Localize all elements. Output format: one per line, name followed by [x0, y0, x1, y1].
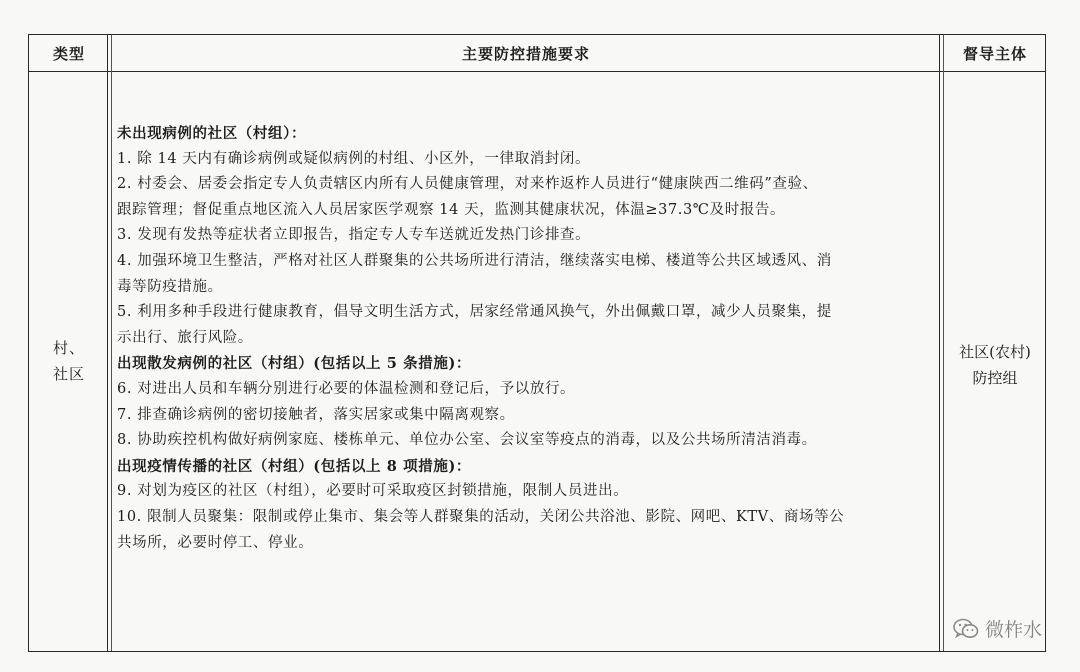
- watermark-text: 微柞水: [984, 619, 1042, 641]
- measure-line: 7. 排查确诊病例的密切接触者，落实居家或集中隔离观察。: [117, 406, 515, 423]
- measure-line: 6. 对进出人员和车辆分别进行必要的体温检测和登记后，予以放行。: [117, 380, 576, 397]
- measure-line: 共场所，必要时停工、停业。: [117, 534, 314, 551]
- section-heading: 出现散发病例的社区（村组）(包括以上 5 条措施)：: [117, 355, 472, 373]
- supervisor-line-1: 社区(农村): [959, 343, 1031, 361]
- measure-line: 9. 对划为疫区的社区（村组），必要时可采取疫区封锁措施，限制人员进出。: [117, 483, 629, 500]
- type-line-2: 社区: [52, 365, 85, 383]
- header-supervisor: 督导主体: [962, 44, 1027, 63]
- type-cell: [29, 335, 109, 387]
- measure-line: 10. 限制人员聚集：限制或停止集市、集会等人群聚集的活动，关闭公共浴池、影院、网吧、KTV、商场等公: [117, 508, 845, 525]
- watermark: [953, 615, 1042, 642]
- measure-line: 3. 发现有发热等症状者立即报告，指定专人专车送就近发热门诊排查。: [117, 227, 591, 244]
- header-divider: [29, 71, 1045, 72]
- requirements-content: [117, 121, 935, 556]
- measure-line: 4. 加强环境卫生整洁，严格对社区人群聚集的公共场所进行清洁，继续落实电梯、楼道等公共区域透风、消: [117, 252, 832, 269]
- measure-line: 1. 除 14 天内有确诊病例或疑似病例的村组、小区外，一律取消封闭。: [117, 150, 591, 167]
- header-requirements: 主要防控措施要求: [461, 44, 590, 63]
- section-heading: 未出现病例的社区（村组）：: [117, 125, 307, 142]
- wechat-icon: [953, 618, 979, 640]
- type-line-1: 村、: [52, 339, 85, 357]
- header-type: 类型: [52, 44, 85, 63]
- measure-line: 示出行、旅行风险。: [117, 329, 253, 346]
- measure-line: 8. 协助疾控机构做好病例家庭、楼栋单元、单位办公室、会议室等疫点的消毒，以及公共场所清洁消毒。: [117, 432, 817, 449]
- supervisor-cell: [943, 339, 1047, 391]
- column-divider-right: [939, 35, 940, 651]
- supervisor-line-2: 防控组: [972, 369, 1018, 387]
- measure-line: 5. 利用多种手段进行健康教育，倡导文明生活方式，居家经常通风换气，外出佩戴口罩，减少人员聚集，提: [117, 304, 832, 321]
- measure-line: 跟踪管理；督促重点地区流入人员居家医学观察 14 天，监测其健康状况，体温≥37.3℃及时报告。: [117, 201, 786, 218]
- measures-table: [28, 34, 1046, 652]
- measure-line: 2. 村委会、居委会指定专人负责辖区内所有人员健康管理，对来柞返柞人员进行“健康陕西二维码”查验、: [117, 176, 818, 193]
- measure-line: 毒等防疫措施。: [117, 278, 223, 295]
- section-heading: 出现疫情传播的社区（村组）(包括以上 8 项措施)：: [117, 457, 472, 475]
